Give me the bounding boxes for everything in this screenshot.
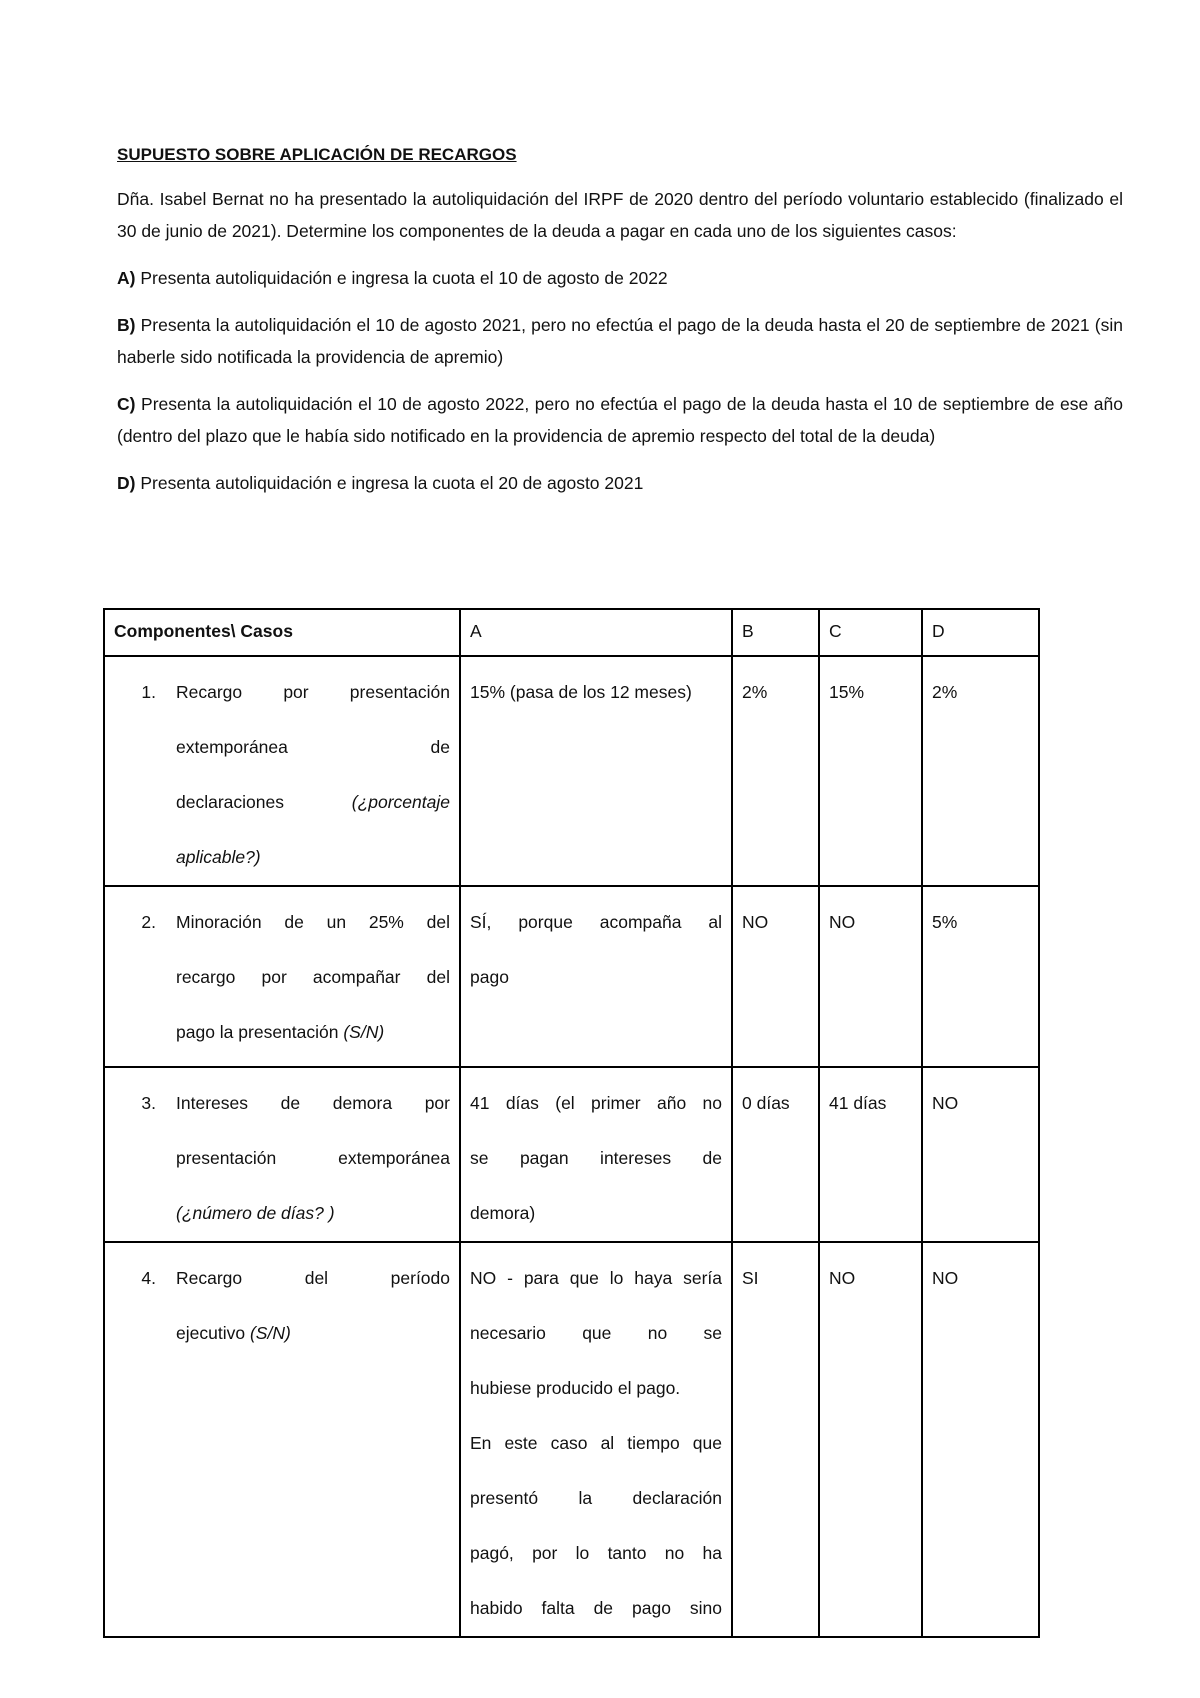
case-b-cell: SI — [732, 1242, 819, 1637]
component-cell — [104, 1067, 460, 1242]
component-line: extemporánea de — [176, 737, 450, 757]
component-line: recargo por acompañar del — [176, 967, 450, 987]
component-line: Recargo por presentación — [176, 682, 450, 702]
case-a-cell: SÍ, porque acompaña al pago — [460, 886, 732, 1067]
table-row — [104, 1067, 1039, 1242]
case-c-cell: NO — [819, 1242, 922, 1637]
table-header-row — [104, 609, 1039, 656]
case-b-cell: NO — [732, 886, 819, 1067]
case-text: Presenta autoliquidación e ingresa la cuota el 10 de agosto de 2022 — [135, 268, 668, 288]
components-table — [103, 608, 1040, 1638]
component-line: presentación extemporánea — [176, 1148, 450, 1168]
case-c-cell: 15% — [819, 656, 922, 886]
case-text: Presenta autoliquidación e ingresa la cuota el 20 de agosto 2021 — [135, 473, 644, 493]
table-row — [104, 1242, 1039, 1637]
case-a-cell: 41 días (el primer año no se pagan intereses de demora) — [460, 1067, 732, 1242]
component-line: aplicable?) — [176, 847, 261, 867]
case-text: Presenta la autoliquidación el 10 de agosto 2022, pero no efectúa el pago de la deuda hasta el 10 de septiembre de ese año (dentro del plazo que le había sido notificado en la providencia de apremio respecto del total de la deuda) — [117, 394, 1123, 446]
header-cell: C — [819, 609, 922, 656]
case-c-cell: NO — [819, 886, 922, 1067]
document-title: SUPUESTO SOBRE APLICACIÓN DE RECARGOS — [117, 145, 517, 164]
table-row — [104, 886, 1039, 1067]
case-a-paragraph — [117, 262, 1123, 294]
component-line: Intereses de demora por — [176, 1093, 450, 1113]
case-label: D) — [117, 473, 136, 493]
header-cell: A — [460, 609, 732, 656]
case-c-paragraph — [117, 388, 1123, 452]
case-d-cell: 5% — [922, 886, 1039, 1067]
case-d-cell: 2% — [922, 656, 1039, 886]
header-cell: Componentes\ Casos — [104, 609, 460, 656]
header-cell: D — [922, 609, 1039, 656]
document-page — [117, 145, 1123, 514]
case-b-cell: 2% — [732, 656, 819, 886]
component-line: Minoración de un 25% del — [176, 912, 450, 932]
component-line: pago la presentación (S/N) — [176, 1022, 385, 1042]
intro-paragraph: Dña. Isabel Bernat no ha presentado la autoliquidación del IRPF de 2020 dentro del período voluntario establecido (finalizado el 30 de junio de 2021). Determine los componentes de la deuda a pagar en cada uno de los siguientes casos: — [117, 189, 1123, 241]
case-a-cell: 15% (pasa de los 12 meses) — [460, 656, 732, 886]
component-line: Recargo del período — [176, 1268, 450, 1288]
component-cell — [104, 656, 460, 886]
case-d-cell: NO — [922, 1242, 1039, 1637]
case-label: B) — [117, 315, 136, 335]
case-label: C) — [117, 394, 136, 414]
case-d-paragraph — [117, 467, 1123, 499]
case-c-cell: 41 días — [819, 1067, 922, 1242]
case-b-paragraph — [117, 309, 1123, 373]
component-cell — [104, 1242, 460, 1637]
row-number: 4. — [141, 1268, 156, 1288]
row-number: 2. — [141, 912, 156, 932]
row-number: 3. — [141, 1093, 156, 1113]
component-cell — [104, 886, 460, 1067]
case-text: Presenta la autoliquidación el 10 de agosto 2021, pero no efectúa el pago de la deuda hasta el 20 de septiembre de 2021 (sin haberle sido notificada la providencia de apremio) — [117, 315, 1123, 367]
component-line: (¿número de días? ) — [176, 1203, 335, 1223]
row-number: 1. — [141, 682, 156, 702]
component-line: declaraciones (¿porcentaje — [176, 792, 450, 812]
table-row — [104, 656, 1039, 886]
case-a-cell: NO - para que lo haya sería necesario que no se hubiese producido el pago. En este caso al tiempo que presentó la declaración pagó, por lo tanto no ha habido falta de pago sino — [460, 1242, 732, 1637]
case-b-cell: 0 días — [732, 1067, 819, 1242]
case-d-cell: NO — [922, 1067, 1039, 1242]
header-cell: B — [732, 609, 819, 656]
component-line: ejecutivo (S/N) — [176, 1323, 291, 1343]
case-label: A) — [117, 268, 136, 288]
